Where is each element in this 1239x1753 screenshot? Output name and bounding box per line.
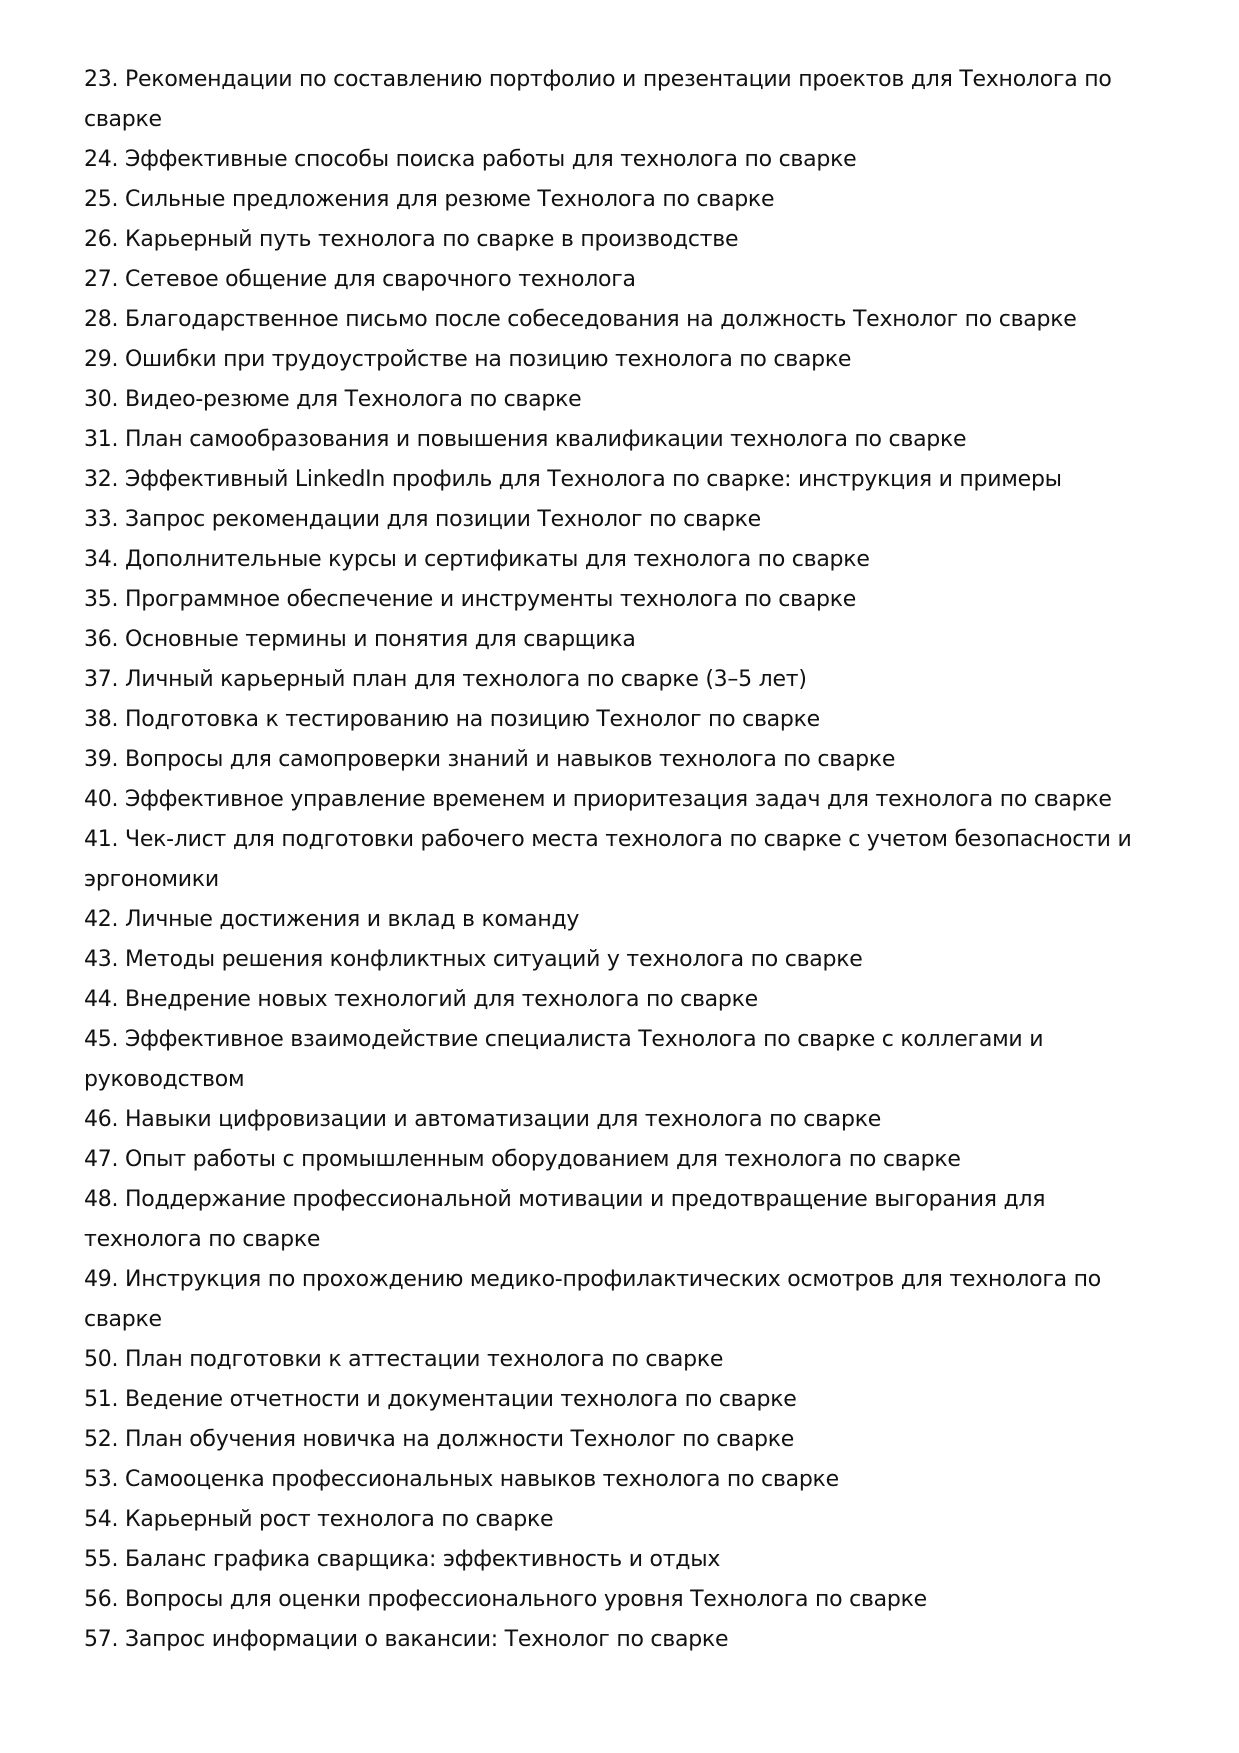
list-item: 25. Сильные предложения для резюме Технолога по сварке xyxy=(84,187,775,212)
list-item: 30. Видео-резюме для Технолога по сварке xyxy=(84,387,582,412)
list-item: 50. План подготовки к аттестации технолога по сварке xyxy=(84,1347,724,1372)
list-item: 23. Рекомендации по составлению портфолио и презентации проектов для Технолога по сварке xyxy=(84,67,1112,132)
list-item: 36. Основные термины и понятия для сварщика xyxy=(84,627,636,652)
list-item: 42. Личные достижения и вклад в команду xyxy=(84,907,580,932)
list-item: 34. Дополнительные курсы и сертификаты для технолога по сварке xyxy=(84,547,870,572)
table-of-contents-list xyxy=(84,60,1164,1660)
list-item: 26. Карьерный путь технолога по сварке в производстве xyxy=(84,227,739,252)
list-item: 27. Сетевое общение для сварочного технолога xyxy=(84,267,636,292)
list-item: 28. Благодарственное письмо после собеседования на должность Технолог по сварке xyxy=(84,307,1077,332)
list-item: 48. Поддержание профессиональной мотивации и предотвращение выгорания для технолога по сварке xyxy=(84,1187,1046,1252)
list-item: 54. Карьерный рост технолога по сварке xyxy=(84,1507,554,1532)
list-item: 51. Ведение отчетности и документации технолога по сварке xyxy=(84,1387,797,1412)
list-item: 31. План самообразования и повышения квалификации технолога по сварке xyxy=(84,427,967,452)
list-item: 53. Самооценка профессиональных навыков технолога по сварке xyxy=(84,1467,839,1492)
list-item: 45. Эффективное взаимодействие специалиста Технолога по сварке с коллегами и руководством xyxy=(84,1027,1044,1092)
list-item: 41. Чек-лист для подготовки рабочего места технолога по сварке с учетом безопасности и эргономики xyxy=(84,827,1132,892)
list-item: 33. Запрос рекомендации для позиции Технолог по сварке xyxy=(84,507,761,532)
list-item: 49. Инструкция по прохождению медико-профилактических осмотров для технолога по сварке xyxy=(84,1267,1101,1332)
list-item: 56. Вопросы для оценки профессионального уровня Технолога по сварке xyxy=(84,1587,927,1612)
list-item: 46. Навыки цифровизации и автоматизации для технолога по сварке xyxy=(84,1107,882,1132)
list-item: 57. Запрос информации о вакансии: Технолог по сварке xyxy=(84,1627,729,1652)
list-item: 44. Внедрение новых технологий для технолога по сварке xyxy=(84,987,758,1012)
list-item: 35. Программное обеспечение и инструменты технолога по сварке xyxy=(84,587,857,612)
list-item: 55. Баланс графика сварщика: эффективность и отдых xyxy=(84,1547,721,1572)
list-item: 52. План обучения новичка на должности Технолог по сварке xyxy=(84,1427,795,1452)
list-item: 40. Эффективное управление временем и приоритезация задач для технолога по сварке xyxy=(84,787,1112,812)
list-item: 43. Методы решения конфликтных ситуаций у технолога по сварке xyxy=(84,947,863,972)
list-item: 38. Подготовка к тестированию на позицию Технолог по сварке xyxy=(84,707,820,732)
list-item: 29. Ошибки при трудоустройстве на позицию технолога по сварке xyxy=(84,347,852,372)
list-item: 47. Опыт работы с промышленным оборудованием для технолога по сварке xyxy=(84,1147,961,1172)
list-item: 32. Эффективный LinkedIn профиль для Технолога по сварке: инструкция и примеры xyxy=(84,467,1062,492)
list-item: 39. Вопросы для самопроверки знаний и навыков технолога по сварке xyxy=(84,747,896,772)
list-item: 24. Эффективные способы поиска работы для технолога по сварке xyxy=(84,147,857,172)
list-item: 37. Личный карьерный план для технолога по сварке (3–5 лет) xyxy=(84,667,807,692)
